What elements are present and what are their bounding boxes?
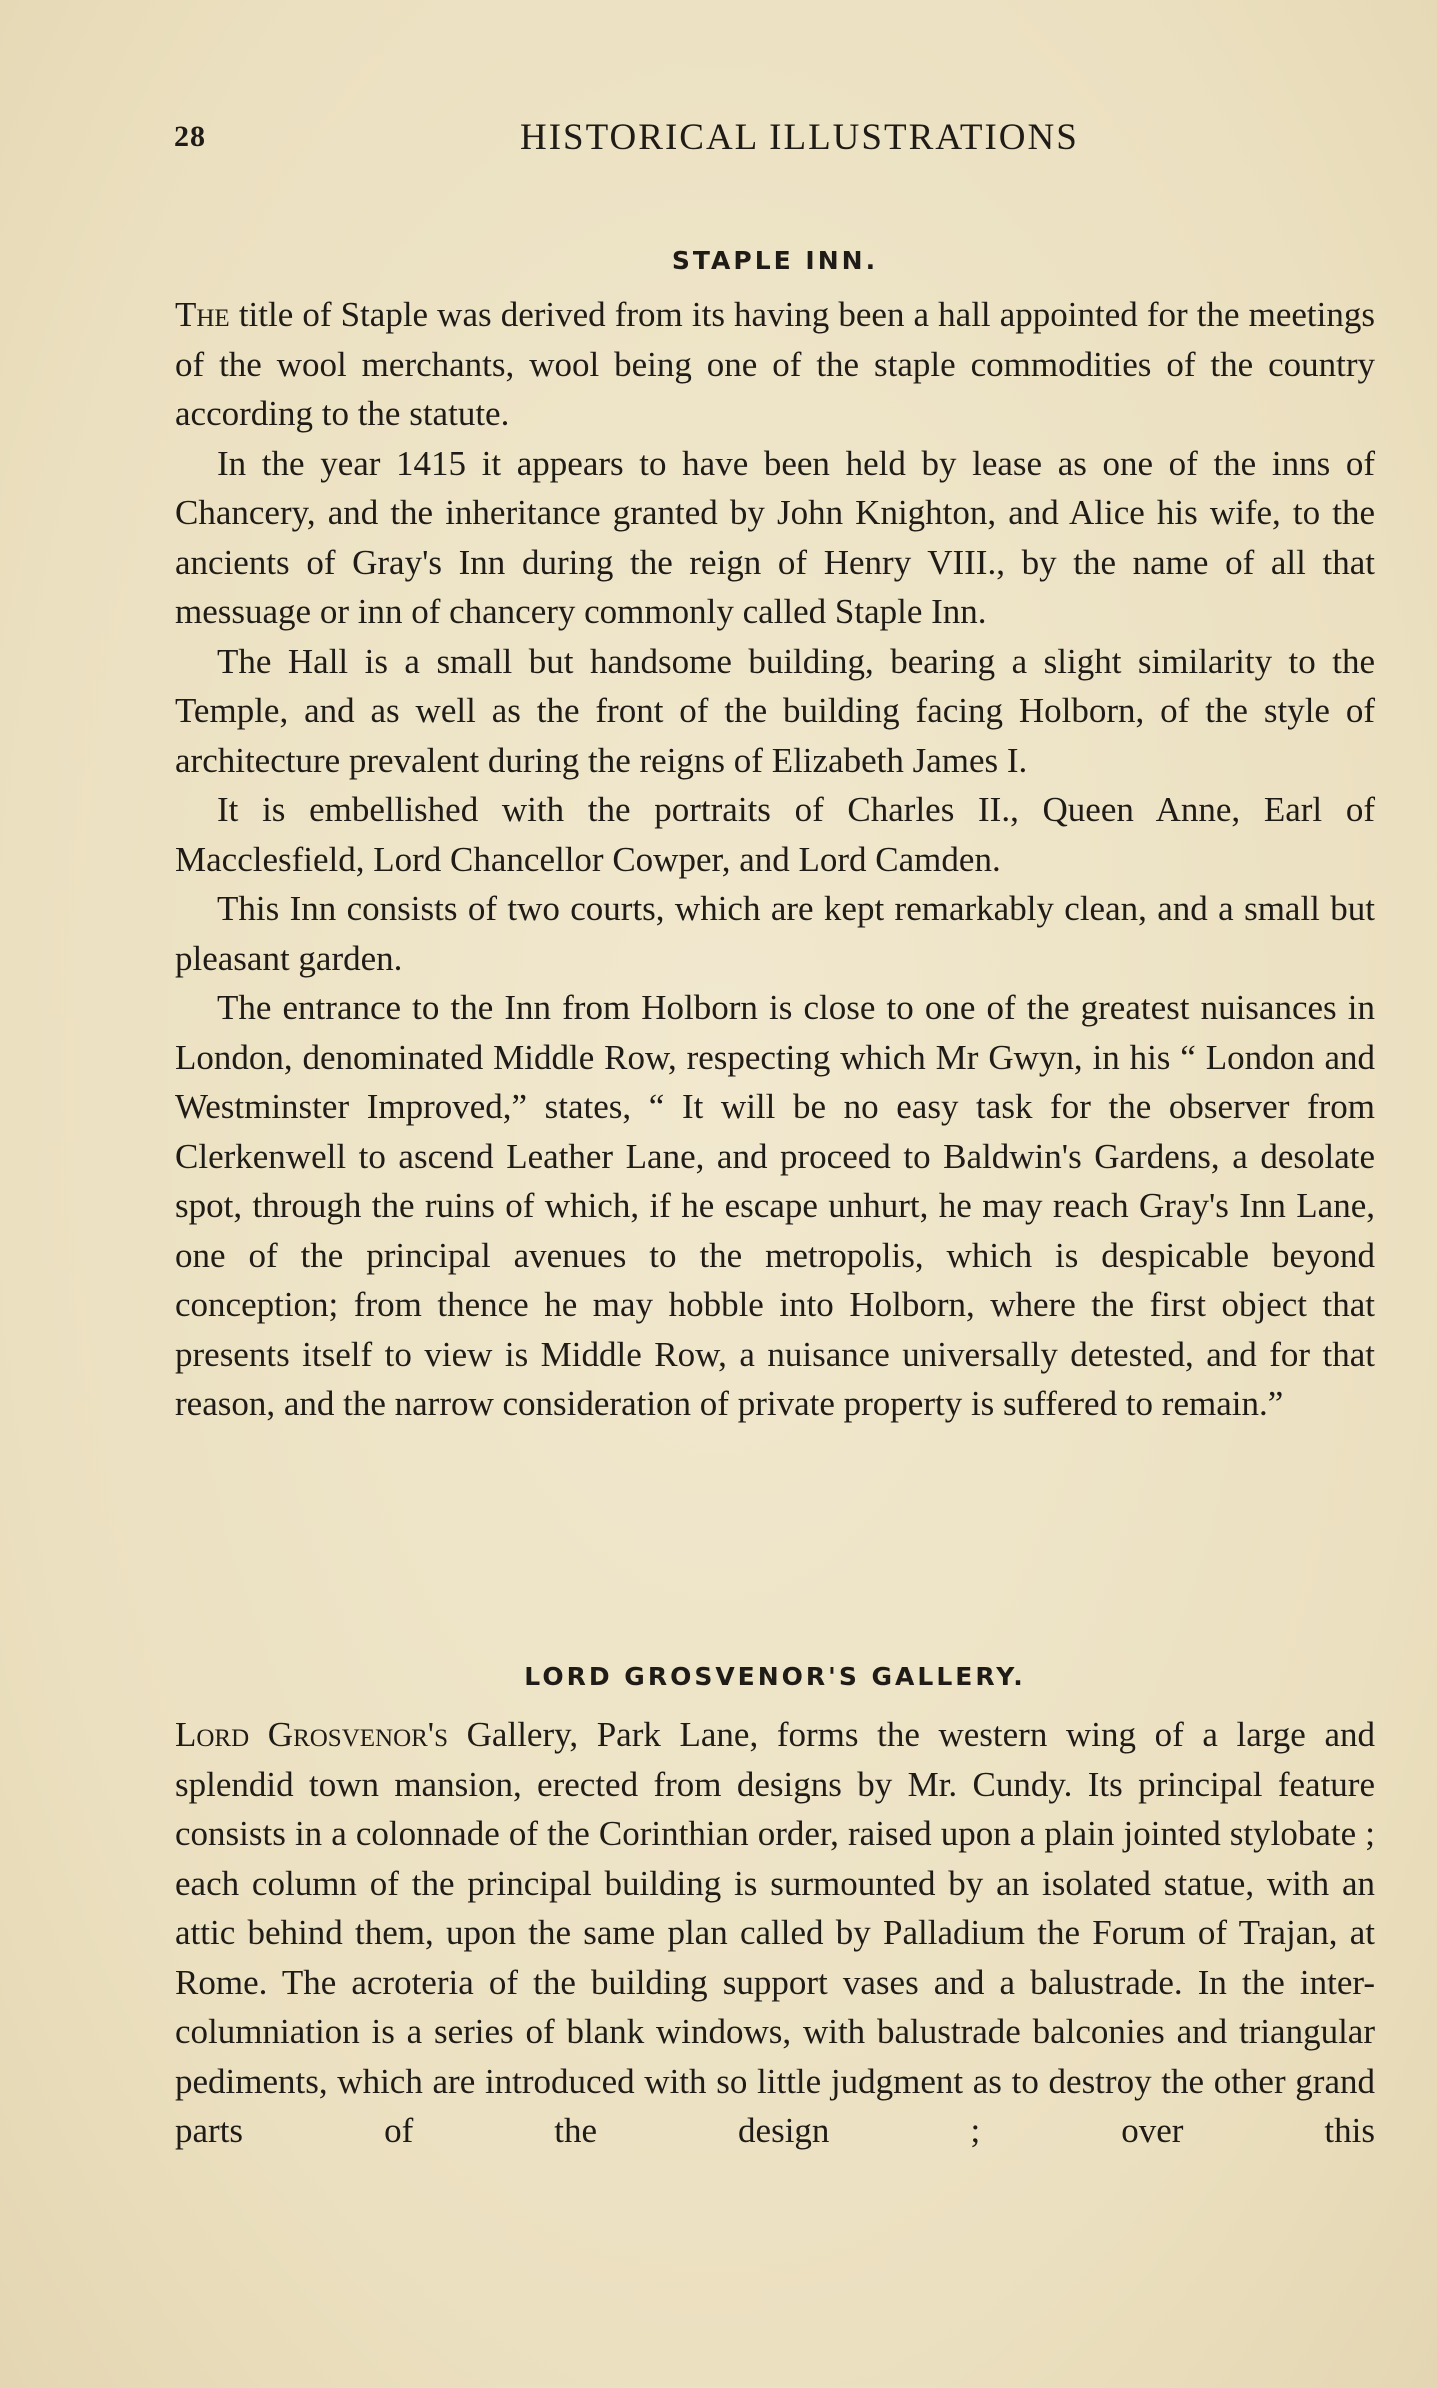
section-body-staple-inn: [175, 290, 1375, 1429]
paragraph-text: title of Staple was derived from its having been a hall appointed for the meetings of the wool merchants, wool being one of the staple commodities of the country according to the statute.: [175, 295, 1375, 433]
section-body-grosvenor-gallery: [175, 1710, 1375, 2156]
paragraph: It is embellished with the portraits of Charles II., Queen Anne, Earl of Macclesfield, Lord Chancellor Cowper, and Lord Camden.: [175, 790, 1375, 879]
paragraph: This Inn consists of two courts, which are kept remarkably clean, and a small but pleasant garden.: [175, 889, 1375, 978]
paragraph: The entrance to the Inn from Holborn is close to one of the greatest nuisances in London, denominated Middle Row, respecting which Mr Gwyn, in his “ London and Westminster Improved,” states, “ It will be no easy task for the observer from Clerkenwell to ascend Leather Lane, and proceed to Baldwin's Gardens, a desolate spot, through the ruins of which, if he escape unhurt, he may reach Gray's Inn Lane, one of the principal avenues to the metropolis, which is despicable beyond conception; from thence he may hobble into Holborn, where the first object that presents itself to view is Middle Row, a nuisance universally detested, and for that reason, and the narrow consideration of private property is suffered to remain.”: [175, 988, 1375, 1423]
paragraph-lead-in: Lord Grosvenor's: [175, 1715, 449, 1754]
section-heading-grosvenor-gallery: LORD GROSVENOR'S GALLERY.: [524, 1662, 1026, 1691]
section-heading-staple-inn: STAPLE INN.: [671, 246, 879, 275]
running-head: HISTORICAL ILLUSTRATIONS: [520, 117, 1079, 158]
paragraph: [175, 1710, 1375, 2156]
paragraph: The Hall is a small but handsome building, bearing a slight similarity to the Temple, and as well as the front of the building facing Holborn, of the style of architecture prevalent during the reigns of Elizabeth James I.: [175, 641, 1375, 780]
paragraph: [175, 290, 1375, 439]
paragraph: In the year 1415 it appears to have been held by lease as one of the inns of Chancery, and the inheritance granted by John Knighton, and Alice his wife, to the ancients of Gray's Inn during the reign of Henry VIII., by the name of all that messuage or inn of chancery commonly called Staple Inn.: [175, 443, 1375, 631]
paragraph-text: Gallery, Park Lane, forms the western wing of a large and splendid town mansion, erected from designs by Mr. Cundy. Its principal feature consists in a colonnade of the Corinthian order, raised upon a plain jointed stylobate ; each column of the principal building is surmounted by an isolated statue, with an attic behind them, upon the same plan called by Palladium the Forum of Trajan, at Rome. The acroteria of the building support vases and a balustrade. In the inter-columniation is a series of blank windows, with balustrade balconies and triangular pediments, which are introduced with so little judgment as to destroy the other grand parts of the design ; over this: [175, 1715, 1376, 2150]
page-number: 28: [174, 120, 206, 153]
paragraph-lead-in: The: [175, 295, 230, 334]
page-header: [168, 112, 1378, 162]
